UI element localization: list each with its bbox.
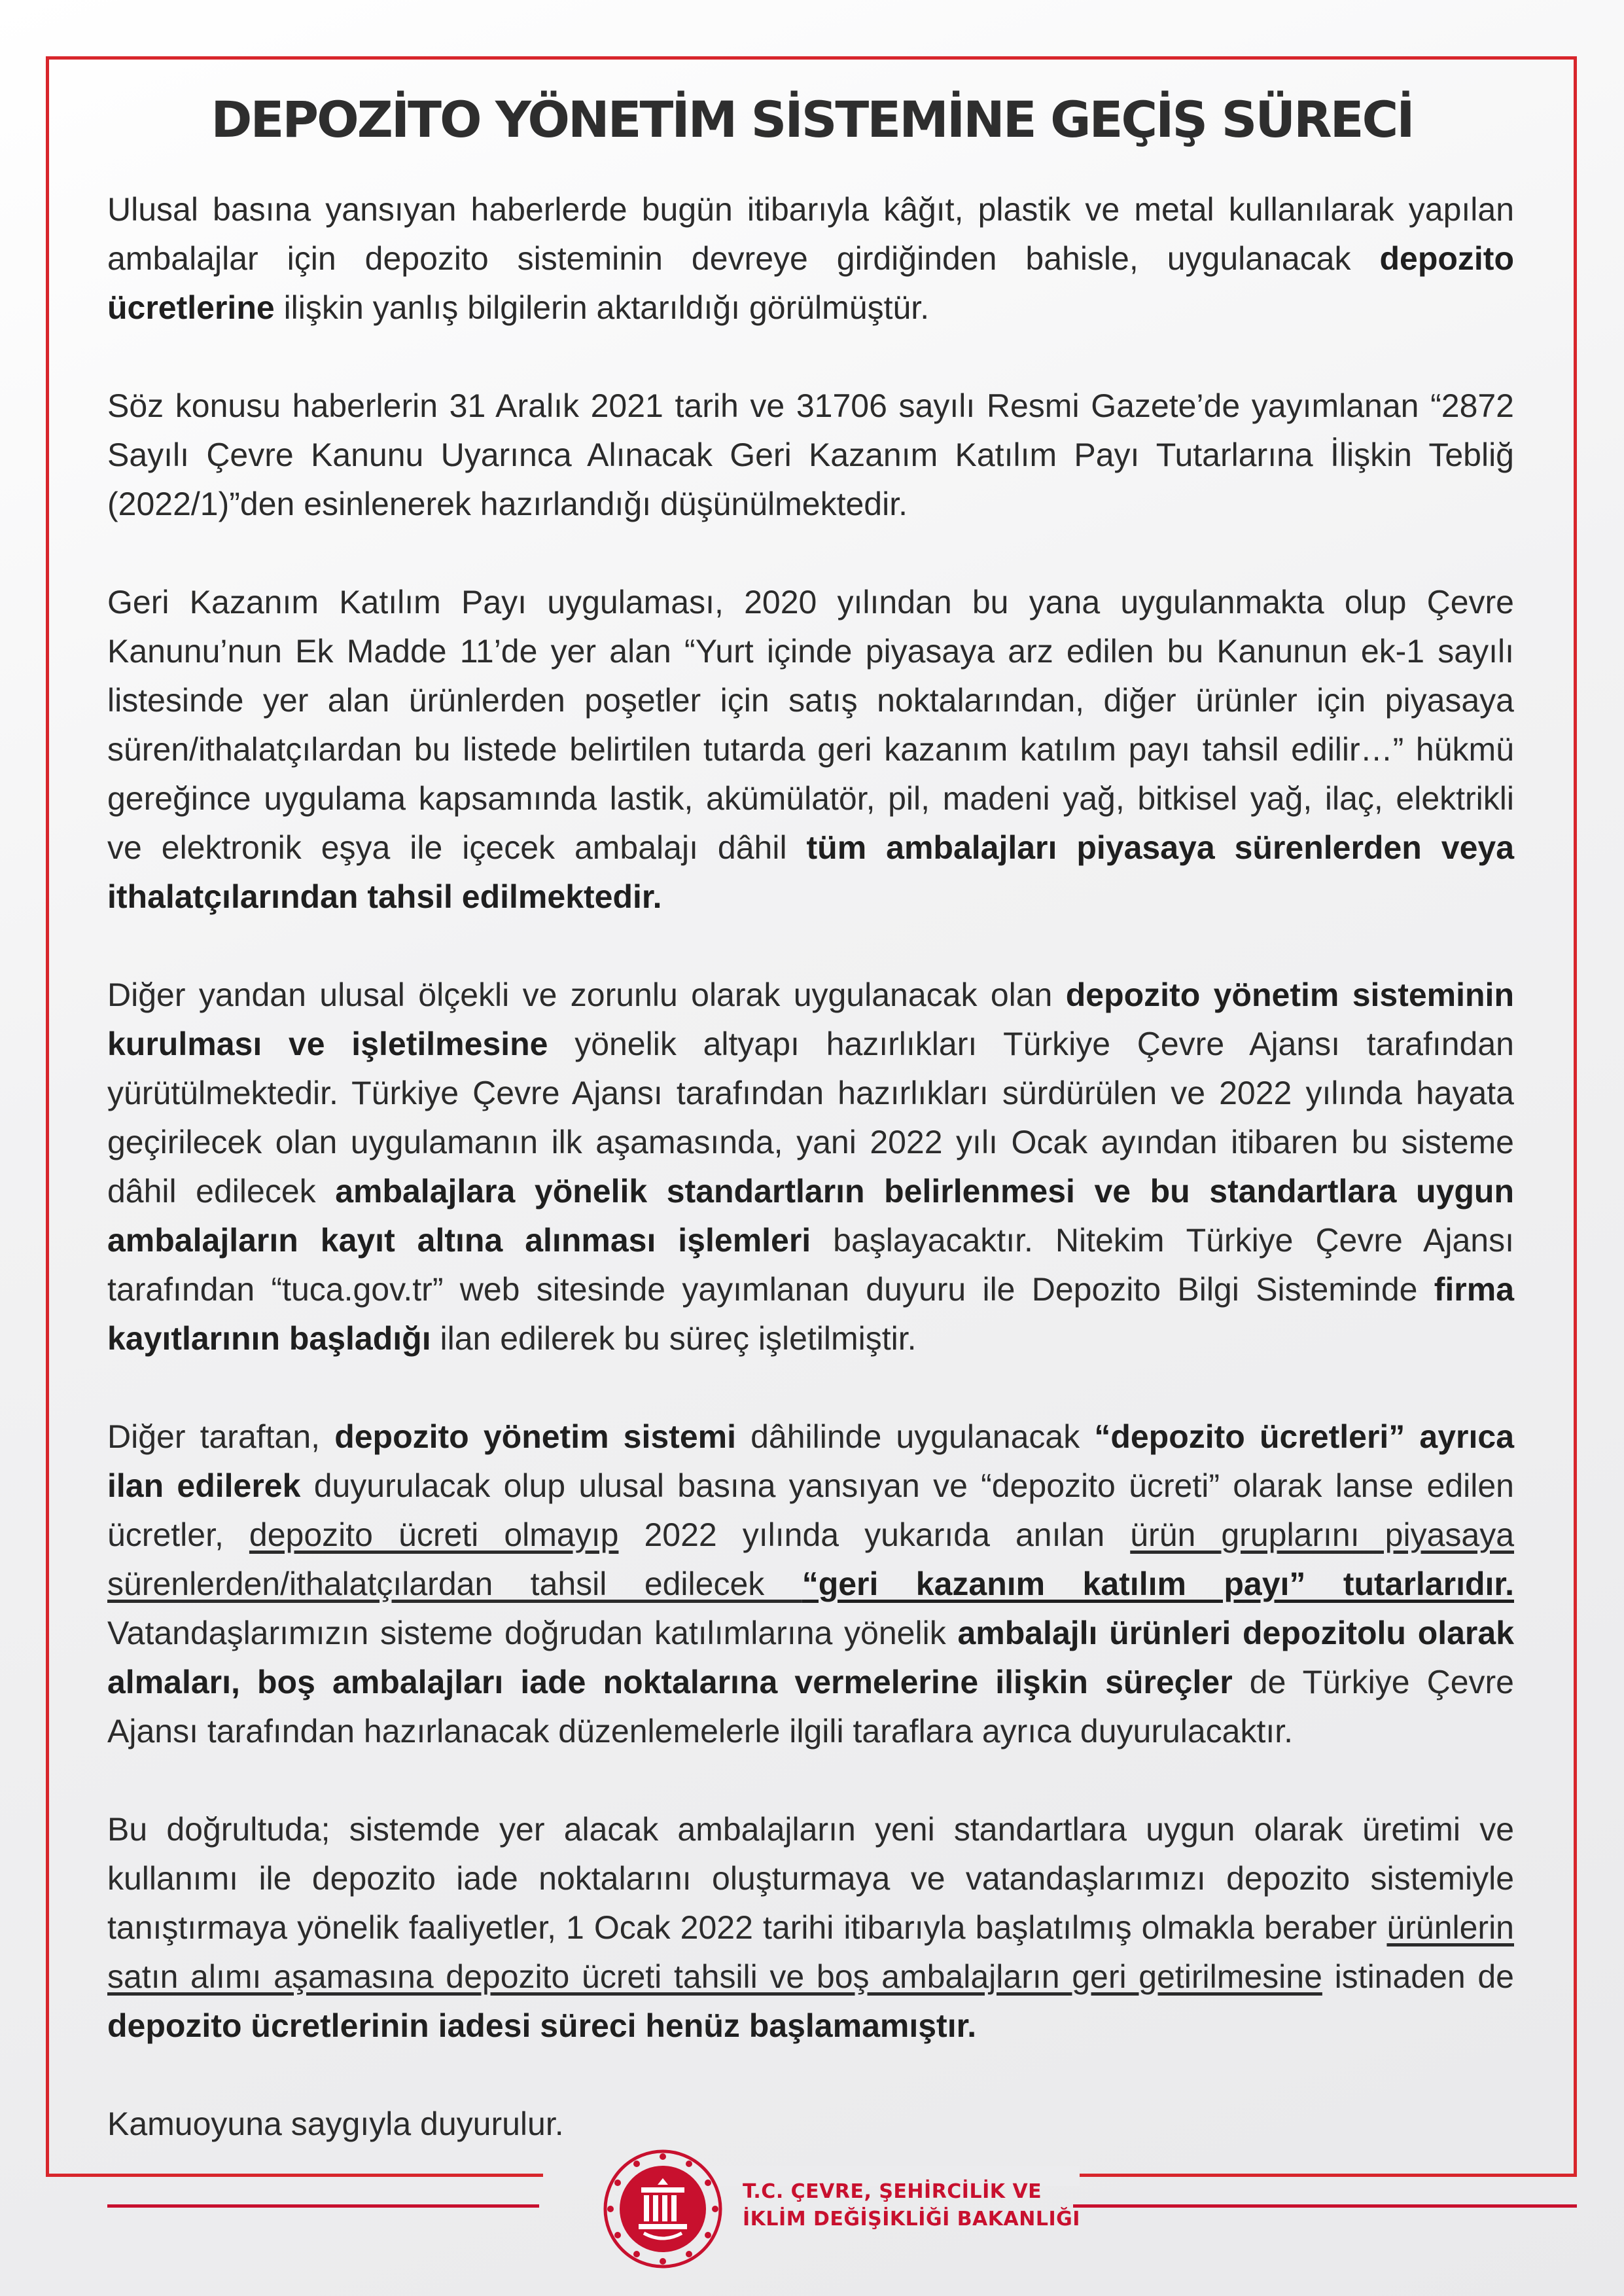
- paragraph-2: [107, 382, 1514, 529]
- p6-underline-b: ürünlerin satın alımı aşamasına depozito ücreti tahsili ve boş ambalajların geri getirilmesine: [107, 1909, 1514, 1995]
- p4-text-e: başlayacaktır. Nitekim Türkiye Çevre Ajansı tarafından “tuca.gov.tr” web sitesinde yayımlanan duyuru ile Depozito Bilgi Sisteminde: [107, 1222, 1514, 1308]
- p1-text-c: ilişkin yanlış bilgilerin aktarıldığı görülmüştür.: [274, 289, 930, 326]
- ministry-name-line-1: T.C. ÇEVRE, ŞEHİRCİLİK VE: [743, 2180, 1042, 2203]
- p5-underline-f: depozito ücreti olmayıp: [249, 1516, 619, 1553]
- p5-bold-k: ambalajlı ürünleri depozitolu olarak almaları, boş ambalajları iade noktalarına vermelerine ilişkin süreçler: [107, 1615, 1515, 1700]
- p4-text-a: Diğer yandan ulusal ölçekli ve zorunlu olarak uygulanacak olan: [107, 977, 1066, 1013]
- p1-text-a: Ulusal basına yansıyan haberlerde bugün itibarıyla kâğıt, plastik ve metal kullanılarak yapılan ambalajlar için depozito sisteminin devreye girdiğinden bahisle, uygulanacak: [107, 191, 1514, 277]
- footer: [0, 2114, 1624, 2245]
- p5-text-e: duyurulacak olup ulusal basına yansıyan ve “depozito ücreti” olarak lanse edilen ücretler,: [107, 1467, 1514, 1553]
- paragraph-5: [107, 1412, 1514, 1756]
- paragraph-6: [107, 1805, 1514, 2051]
- p6-text-c: istinaden de: [1322, 1958, 1514, 1995]
- closing-line: Kamuoyuna saygıyla duyurulur.: [107, 2106, 564, 2142]
- ministry-emblem-icon: [601, 2147, 725, 2271]
- p4-bold-f: firma kayıtlarının başladığı: [107, 1271, 1514, 1357]
- paragraph-3: [107, 578, 1514, 922]
- paragraph-1: [107, 185, 1514, 332]
- p3-text-a: Geri Kazanım Katılım Payı uygulaması, 2020 yılından bu yana uygulanmakta olup Çevre Kanunu’nun Ek Madde 11’de yer alan “Yurt içinde piyasaya arz edilen bu Kanunun ek-1 sayılı listesinde yer alan ürünlerden poşetler için satış noktalarından, diğer ürünler için piyasaya süren/ithalatçılardan bu listede belirtilen tutarda geri kazanım katılım payı tahsil edilir…” hükmü gereğince uygulama kapsamında lastik, akümülatör, pil, madeni yağ, bitkisel yağ, ilaç, elektrikli ve elektronik eşya ile içecek ambalajı dâhil: [107, 584, 1514, 866]
- p5-text-l: de Türkiye Çevre Ajansı tarafından hazırlanacak düzenlemelerle ilgili taraflara ayrıca duyurulacaktır.: [107, 1664, 1514, 1749]
- p4-bold-d: ambalajlara yönelik standartların belirlenmesi ve bu standartlara uygun ambalajların kayıt altına alınması işlemleri: [107, 1173, 1515, 1259]
- p4-text-c: yönelik altyapı hazırlıkları Türkiye Çevre Ajansı tarafından yürütülmektedir. Türkiye Çevre Ajansı tarafından hazırlıkları sürdürülen ve 2022 yılında hayata geçirilecek olan uygulamanın ilk aşamasında, yani 2022 yılı Ocak ayından itibaren bu sisteme dâhil edilecek: [107, 1026, 1514, 1210]
- page-title: DEPOZİTO YÖNETİM SİSTEMİNE GEÇİŞ SÜRECİ: [211, 90, 1413, 149]
- p5-text-j: Vatandaşlarımızın sisteme doğrudan katılımlarına yönelik: [107, 1615, 958, 1651]
- p5-text-c: dâhilinde uygulanacak: [736, 1418, 1095, 1455]
- p5-underline-h: ürün gruplarını piyasaya sürenlerden/ithalatçılardan tahsil edilecek: [107, 1516, 1515, 1602]
- p5-bold-b: depozito yönetim sistemi: [334, 1418, 736, 1455]
- p2-text-a: Söz konusu haberlerin 31 Aralık 2021 tarih ve 31706 sayılı Resmi Gazete’de yayımlanan “2872 Sayılı Çevre Kanunu Uyarınca Alınacak Geri Kazanım Katılım Payı Tutarlarına İlişkin Tebliğ (2022/1)”den esinlenerek hazırlandığı düşünülmektedir.: [107, 387, 1514, 522]
- p4-text-g: ilan edilerek bu süreç işletilmiştir.: [431, 1320, 917, 1357]
- footer-line-right: [1073, 2204, 1577, 2208]
- p6-text-a: Bu doğrultuda; sistemde yer alacak ambalajların yeni standartlara uygun olarak üretimi ve kullanımı ile depozito iade noktalarını oluşturmaya ve vatandaşlarımızı depozito sistemiyle tanıştırmaya yönelik faaliyetler, 1 Ocak 2022 tarihi itibarıyla başlatılmış olmakla beraber: [107, 1811, 1514, 1946]
- paragraph-4: [107, 971, 1514, 1363]
- ministry-name-line-2: İKLİM DEĞİŞİKLİĞİ BAKANLIĞI: [743, 2208, 1080, 2231]
- announcement-body: [107, 185, 1514, 2149]
- p5-bold-d: “depozito ücretleri” ayrıca ilan edilerek: [107, 1418, 1514, 1504]
- p5-text-g: 2022 yılında yukarıda anılan: [618, 1516, 1131, 1553]
- p1-bold-b: depozito ücretlerine: [107, 240, 1514, 326]
- p4-bold-b: depozito yönetim sisteminin kurulması ve işletilmesine: [107, 977, 1514, 1062]
- p6-bold-d: depozito ücretlerinin iadesi süreci henüz başlamamıştır.: [107, 2007, 977, 2044]
- footer-line-left: [107, 2204, 539, 2208]
- p5-bold-underline-i: “geri kazanım katılım payı” tutarlarıdır.: [802, 1566, 1514, 1602]
- p5-text-a: Diğer taraftan,: [107, 1418, 335, 1455]
- ministry-name: [743, 2178, 1080, 2233]
- p3-bold-b: tüm ambalajları piyasaya sürenlerden veya ithalatçılarından tahsil edilmektedir.: [107, 829, 1515, 915]
